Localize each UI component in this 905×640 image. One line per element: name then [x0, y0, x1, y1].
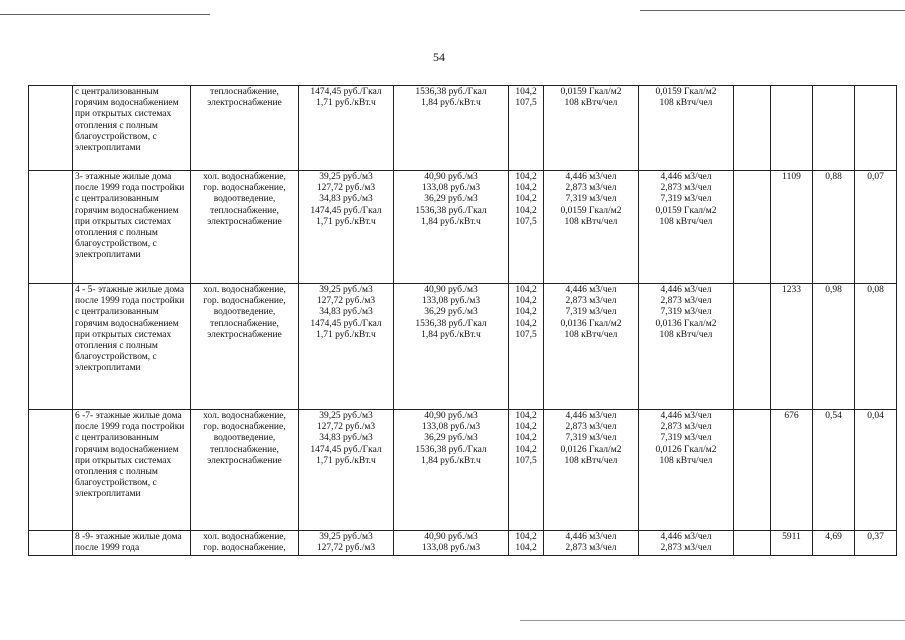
- blank-cell: [734, 284, 771, 410]
- cell-line: 0,0159 Гкал/м2: [560, 205, 622, 216]
- value-cell: [813, 284, 855, 410]
- value-cell: [813, 531, 855, 556]
- cell-line: 4,446 м3/чел: [565, 285, 617, 295]
- norm-cell: [544, 284, 639, 410]
- cell-line: водоотведение,: [213, 307, 276, 318]
- cell-line: теплоснабжение,: [210, 87, 279, 97]
- cell-line: 39,25 руб./м3: [319, 172, 373, 182]
- cell-line: 108 кВтч/чел: [564, 216, 618, 227]
- tariff-2014-cell: [394, 531, 509, 556]
- blank-cell: [734, 171, 771, 284]
- tariff-2013-cell: [299, 284, 394, 410]
- cell-line: 1,71 руб./кВт.ч: [316, 329, 376, 340]
- cell-line: 1,84 руб./кВт.ч: [421, 98, 481, 109]
- cell-line: 2,873 м3/чел: [565, 543, 617, 554]
- tariff-2013-cell: [299, 171, 394, 284]
- services-cell: [191, 531, 299, 556]
- cell-line: 104,2: [515, 318, 537, 329]
- cell-line: 104,2: [515, 285, 537, 295]
- index-cell: [509, 410, 544, 531]
- cell-line: хол. водоснабжение,: [203, 172, 286, 182]
- cell-line: 133,08 руб./м3: [421, 183, 481, 194]
- cell-text: 0,54: [825, 411, 842, 421]
- cell-line: 39,25 руб./м3: [319, 411, 373, 421]
- cell-line: 4,446 м3/чел: [660, 532, 712, 542]
- cell-line: 107,5: [515, 216, 537, 227]
- tariff-table: [28, 85, 897, 556]
- cell-line: 127,72 руб./м3: [316, 296, 376, 307]
- cell-line: гор. водоснабжение,: [203, 422, 286, 433]
- cell-line: хол. водоснабжение,: [203, 532, 286, 542]
- norm-cell: [544, 86, 639, 171]
- cell-line: 104,2: [515, 172, 537, 182]
- page-number: 54: [433, 50, 445, 64]
- cell-line: 127,72 руб./м3: [316, 183, 376, 194]
- cell-line: 107,5: [515, 98, 537, 109]
- cell-line: 2,873 м3/чел: [565, 422, 617, 433]
- table-row: [29, 86, 897, 171]
- cell-line: 1,84 руб./кВт.ч: [421, 216, 481, 227]
- index-cell: [509, 531, 544, 556]
- norm-cell-2: [639, 284, 734, 410]
- cell-line: 1474,45 руб./Гкал: [310, 87, 382, 97]
- cell-line: 127,72 руб./м3: [316, 422, 376, 433]
- cell-line: 104,2: [515, 532, 537, 542]
- cell-line: 40,90 руб./м3: [424, 285, 478, 295]
- table-row: [29, 531, 897, 556]
- cell-line: 108 кВтч/чел: [564, 98, 618, 109]
- cell-line: 104,2: [515, 87, 537, 97]
- blank-cell: [29, 284, 73, 410]
- cell-line: 0,0126 Гкал/м2: [655, 444, 717, 455]
- cell-line: 0,0159 Гкал/м2: [655, 87, 717, 97]
- cell-line: 1,84 руб./кВт.ч: [421, 455, 481, 466]
- cell-line: 104,2: [515, 543, 537, 554]
- tariff-2014-cell: [394, 410, 509, 531]
- cell-line: 127,72 руб./м3: [316, 543, 376, 554]
- tariff-2013-cell: [299, 410, 394, 531]
- tariff-2013-cell: [299, 531, 394, 556]
- cell-line: 2,873 м3/чел: [565, 296, 617, 307]
- cell-line: хол. водоснабжение,: [203, 285, 286, 295]
- cell-line: 4,446 м3/чел: [660, 172, 712, 182]
- cell-line: 0,0159 Гкал/м2: [560, 87, 622, 97]
- value-cell-2: [855, 410, 897, 531]
- cell-line: 104,2: [515, 194, 537, 205]
- table-row: [29, 284, 897, 410]
- cell-line: 1,84 руб./кВт.ч: [421, 329, 481, 340]
- table-row: [29, 410, 897, 531]
- norm-cell: [544, 410, 639, 531]
- cell-line: 104,2: [515, 422, 537, 433]
- cell-line: 2,873 м3/чел: [660, 183, 712, 194]
- norm-cell: [544, 171, 639, 284]
- cell-line: 39,25 руб./м3: [319, 285, 373, 295]
- cell-line: 108 кВтч/чел: [659, 216, 713, 227]
- total-value: [771, 284, 813, 410]
- cell-line: 104,2: [515, 205, 537, 216]
- cell-line: 34,83 руб./м3: [319, 307, 373, 318]
- housing-description: [73, 410, 191, 531]
- cell-line: теплоснабжение,: [210, 205, 279, 216]
- cell-line: гор. водоснабжение,: [203, 543, 286, 554]
- cell-line: 40,90 руб./м3: [424, 532, 478, 542]
- cell-line: 1536,38 руб./Гкал: [415, 205, 487, 216]
- cell-line: гор. водоснабжение,: [203, 183, 286, 194]
- cell-text: 3- этажные жилые дома после 1999 года постройки с централизованным горячим водоснабжением при открытых системах отопления с полным благоустройством, с электроплитами: [75, 172, 185, 261]
- cell-line: 1474,45 руб./Гкал: [310, 318, 382, 329]
- scan-artifact-line: [640, 10, 905, 11]
- cell-line: 2,873 м3/чел: [660, 296, 712, 307]
- cell-text: 0,88: [825, 172, 842, 182]
- cell-line: 107,5: [515, 455, 537, 466]
- cell-line: 108 кВтч/чел: [659, 455, 713, 466]
- cell-line: 2,873 м3/чел: [565, 183, 617, 194]
- cell-line: 40,90 руб./м3: [424, 172, 478, 182]
- services-cell: [191, 284, 299, 410]
- tariff-2014-cell: [394, 171, 509, 284]
- cell-text: 0,98: [825, 285, 842, 295]
- norm-cell-2: [639, 410, 734, 531]
- cell-line: 2,873 м3/чел: [660, 543, 712, 554]
- total-value: [771, 410, 813, 531]
- cell-text: 0,07: [867, 172, 884, 182]
- cell-line: 108 кВтч/чел: [564, 329, 618, 340]
- cell-line: 4,446 м3/чел: [565, 411, 617, 421]
- cell-line: электроснабжение: [207, 216, 282, 227]
- cell-line: хол. водоснабжение,: [203, 411, 286, 421]
- value-cell-2: [855, 531, 897, 556]
- cell-text: 4 - 5- этажные жилые дома после 1999 года постройки с централизованным горячим водоснабжением при открытых системах отопления с полным благоустройством, с электроплитами: [75, 285, 185, 374]
- value-cell: [813, 86, 855, 171]
- cell-line: 4,446 м3/чел: [565, 532, 617, 542]
- cell-text: 0,08: [867, 285, 884, 295]
- cell-line: теплоснабжение,: [210, 444, 279, 455]
- tariff-2014-cell: [394, 284, 509, 410]
- blank-cell: [29, 531, 73, 556]
- cell-line: 104,2: [515, 411, 537, 421]
- services-cell: [191, 410, 299, 531]
- total-value: [771, 86, 813, 171]
- cell-line: 104,2: [515, 183, 537, 194]
- cell-line: 36,29 руб./м3: [424, 307, 478, 318]
- cell-line: 108 кВтч/чел: [564, 455, 618, 466]
- cell-line: 7,319 м3/чел: [565, 307, 617, 318]
- cell-line: 7,319 м3/чел: [565, 194, 617, 205]
- blank-cell: [734, 410, 771, 531]
- services-cell: [191, 171, 299, 284]
- cell-line: 2,873 м3/чел: [660, 422, 712, 433]
- cell-line: гор. водоснабжение,: [203, 296, 286, 307]
- cell-line: 104,2: [515, 307, 537, 318]
- cell-text: 5911: [782, 532, 801, 542]
- cell-line: 7,319 м3/чел: [565, 433, 617, 444]
- cell-text: 0,37: [867, 532, 884, 542]
- cell-text: 4,69: [825, 532, 842, 542]
- cell-line: 34,83 руб./м3: [319, 194, 373, 205]
- value-cell-2: [855, 284, 897, 410]
- cell-line: 1536,38 руб./Гкал: [415, 444, 487, 455]
- cell-line: 4,446 м3/чел: [660, 285, 712, 295]
- cell-line: 1,71 руб./кВт.ч: [316, 216, 376, 227]
- cell-line: теплоснабжение,: [210, 318, 279, 329]
- tariff-2013-cell: [299, 86, 394, 171]
- blank-cell: [734, 86, 771, 171]
- cell-line: 1,71 руб./кВт.ч: [316, 98, 376, 109]
- scan-artifact-line: [520, 620, 905, 621]
- cell-line: 7,319 м3/чел: [660, 194, 712, 205]
- cell-line: 107,5: [515, 329, 537, 340]
- cell-line: 4,446 м3/чел: [660, 411, 712, 421]
- cell-line: 1474,45 руб./Гкал: [310, 205, 382, 216]
- value-cell-2: [855, 86, 897, 171]
- cell-line: 39,25 руб./м3: [319, 532, 373, 542]
- cell-line: электроснабжение: [207, 455, 282, 466]
- blank-cell: [29, 410, 73, 531]
- cell-line: 108 кВтч/чел: [659, 98, 713, 109]
- cell-line: водоотведение,: [213, 433, 276, 444]
- value-cell: [813, 410, 855, 531]
- cell-line: 133,08 руб./м3: [421, 422, 481, 433]
- cell-line: 1536,38 руб./Гкал: [415, 318, 487, 329]
- norm-cell-2: [639, 171, 734, 284]
- cell-line: 0,0136 Гкал/м2: [560, 318, 622, 329]
- housing-description: [73, 86, 191, 171]
- index-cell: [509, 284, 544, 410]
- cell-text: 1109: [782, 172, 801, 182]
- cell-line: 7,319 м3/чел: [660, 307, 712, 318]
- total-value: [771, 531, 813, 556]
- cell-text: 6 -7- этажные жилые дома после 1999 года постройки с централизованным горячим водоснабжением при открытых системах отопления с полным благоустройством, с электроплитами: [75, 411, 185, 500]
- blank-cell: [734, 531, 771, 556]
- cell-line: 1536,38 руб./Гкал: [415, 87, 487, 97]
- housing-description: [73, 171, 191, 284]
- blank-cell: [29, 171, 73, 284]
- blank-cell: [29, 86, 73, 171]
- cell-text: 0,04: [867, 411, 884, 421]
- cell-line: электроснабжение: [207, 98, 282, 109]
- cell-line: 0,0159 Гкал/м2: [655, 205, 717, 216]
- services-cell: [191, 86, 299, 171]
- housing-description: [73, 284, 191, 410]
- total-value: [771, 171, 813, 284]
- cell-line: 104,2: [515, 296, 537, 307]
- value-cell-2: [855, 171, 897, 284]
- index-cell: [509, 86, 544, 171]
- scan-artifact-line: [0, 14, 210, 15]
- cell-line: 104,2: [515, 433, 537, 444]
- cell-text: 1233: [782, 285, 801, 295]
- cell-line: 0,0136 Гкал/м2: [655, 318, 717, 329]
- cell-text: 676: [784, 411, 799, 421]
- cell-line: 133,08 руб./м3: [421, 296, 481, 307]
- table-row: [29, 171, 897, 284]
- cell-line: водоотведение,: [213, 194, 276, 205]
- value-cell: [813, 171, 855, 284]
- cell-line: электроснабжение: [207, 329, 282, 340]
- cell-line: 1,71 руб./кВт.ч: [316, 455, 376, 466]
- norm-cell-2: [639, 531, 734, 556]
- cell-line: 4,446 м3/чел: [565, 172, 617, 182]
- cell-text: 8 -9- этажные жилые дома после 1999 года: [75, 532, 182, 554]
- cell-line: 104,2: [515, 444, 537, 455]
- cell-text: с централизованным горячим водоснабжением при открытых системах отопления с полным благоустройством, с электроплитами: [75, 87, 179, 154]
- tariff-2014-cell: [394, 86, 509, 171]
- cell-line: 36,29 руб./м3: [424, 194, 478, 205]
- cell-line: 0,0126 Гкал/м2: [560, 444, 622, 455]
- cell-line: 7,319 м3/чел: [660, 433, 712, 444]
- cell-line: 40,90 руб./м3: [424, 411, 478, 421]
- norm-cell-2: [639, 86, 734, 171]
- norm-cell: [544, 531, 639, 556]
- cell-line: 1474,45 руб./Гкал: [310, 444, 382, 455]
- housing-description: [73, 531, 191, 556]
- cell-line: 36,29 руб./м3: [424, 433, 478, 444]
- cell-line: 133,08 руб./м3: [421, 543, 481, 554]
- cell-line: 108 кВтч/чел: [659, 329, 713, 340]
- cell-line: 34,83 руб./м3: [319, 433, 373, 444]
- index-cell: [509, 171, 544, 284]
